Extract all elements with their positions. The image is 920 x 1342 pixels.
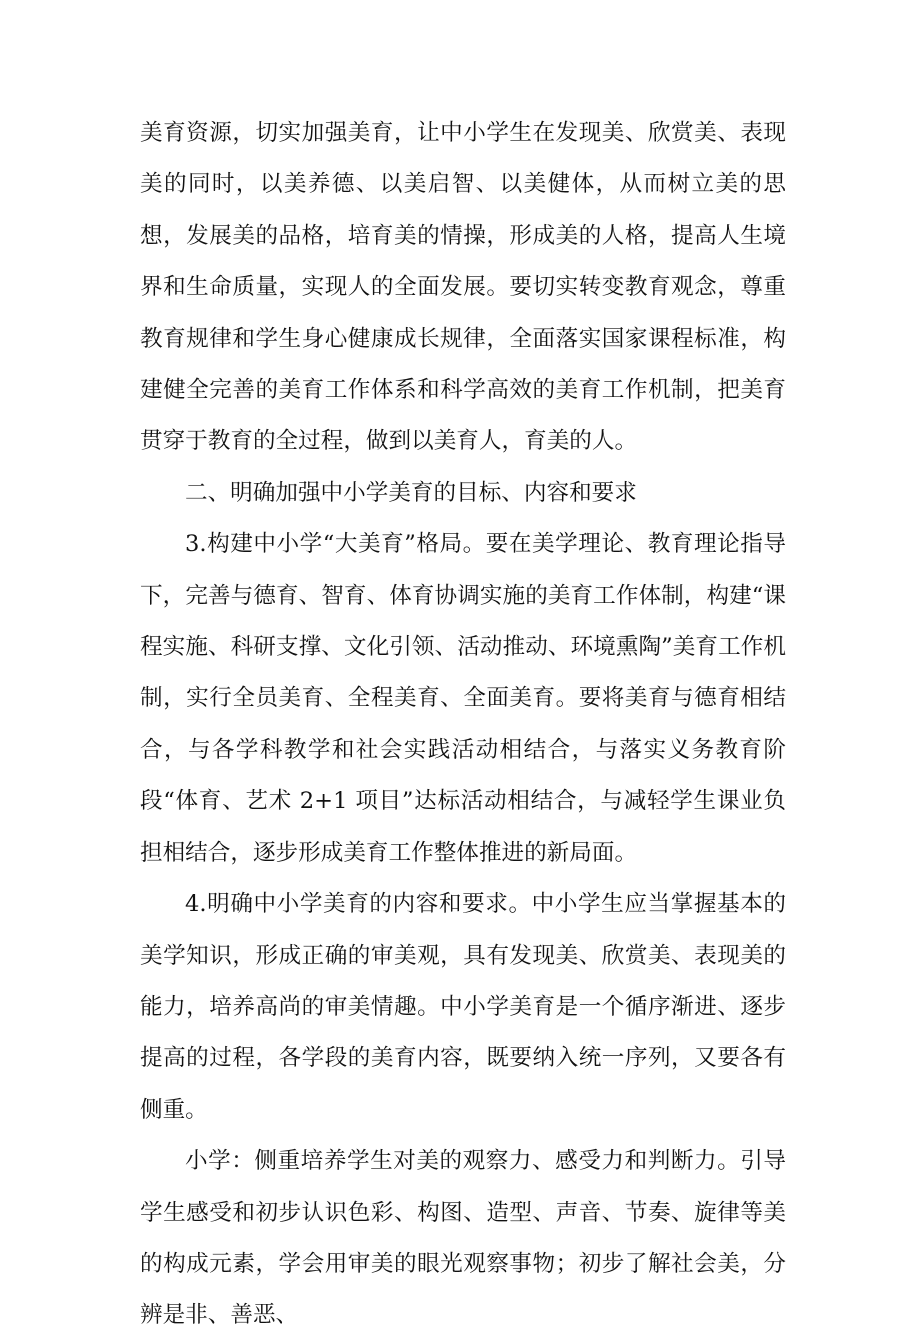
intro-paragraph: 美育资源，切实加强美育，让中小学生在发现美、欣赏美、表现美的同时，以美养德、以美启智、以美健体，从而树立美的思想，发展美的品格，培育美的情操，形成美的人格，提高人生境界和生命质量，实现人的全面发展。要切实转变教育观念，尊重教育规律和学生身心健康成长规律，全面落实国家课程标准，构建健全完善的美育工作体系和科学高效的美育工作机制，把美育贯穿于教育的全过程，做到以美育人，育美的人。 <box>140 120 786 455</box>
document-body <box>140 108 786 1342</box>
paragraph-item-3: 3.构建中小学“大美育”格局。要在美学理论、教育理论指导下，完善与德育、智育、体育协调实施的美育工作体制，构建“课程实施、科研支撑、文化引领、活动推动、环境熏陶”美育工作机制，实行全员美育、全程美育、全面美育。要将美育与德育相结合，与各学科教学和社会实践活动相结合，与落实义务教育阶段“体育、艺术 2+1 项目”达标活动相结合，与减轻学生课业负担相结合，逐步形成美育工作整体推进的新局面。 <box>140 531 786 866</box>
section-heading: 二、明确加强中小学美育的目标、内容和要求 <box>185 479 637 506</box>
paragraph-item-4: 4.明确中小学美育的内容和要求。中小学生应当掌握基本的美学知识，形成正确的审美观，具有发现美、欣赏美、表现美的能力，培养高尚的审美情趣。中小学美育是一个循序渐进、逐步提高的过程，各学段的美育内容，既要纳入统一序列，又要各有侧重。 <box>140 891 786 1123</box>
primary-school-paragraph: 小学：侧重培养学生对美的观察力、感受力和判断力。引导学生感受和初步认识色彩、构图、造型、声音、节奏、旋律等美的构成元素，学会用审美的眼光观察事物；初步了解社会美，分辨是非、善恶、 <box>140 1148 786 1329</box>
